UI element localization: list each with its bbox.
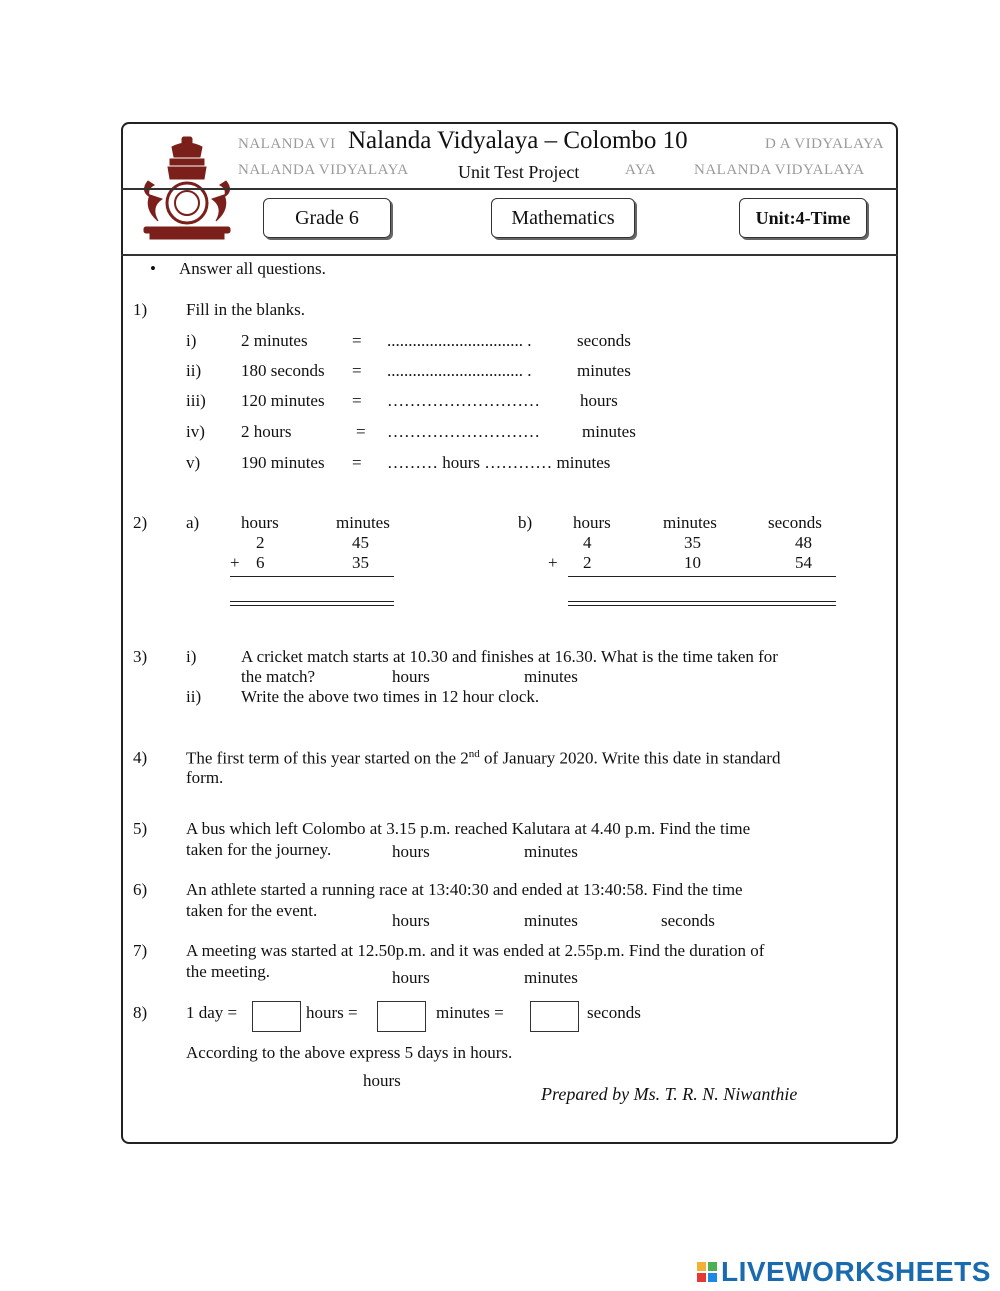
question-number: 8) <box>133 1003 148 1022</box>
sum-line <box>568 576 836 577</box>
answer-unit-hours[interactable]: hours <box>363 1071 401 1090</box>
q8-hours-eq: hours = <box>306 1003 358 1022</box>
watermark-text: NALANDA VIDYALAYA <box>238 162 409 178</box>
answer-unit-seconds[interactable]: seconds <box>661 911 715 930</box>
question-text: taken for the journey. <box>186 840 332 859</box>
answer-unit-hours[interactable]: hours <box>392 968 430 987</box>
answer-box-seconds[interactable] <box>530 1001 579 1032</box>
answer-box-minutes[interactable] <box>377 1001 426 1032</box>
column-header: seconds <box>768 513 822 532</box>
question-text: the meeting. <box>186 962 271 981</box>
q4-text-part: of January 2020. Write this date in standard <box>479 748 781 768</box>
sub-label: i) <box>186 647 197 666</box>
q8-seconds: seconds <box>587 1003 641 1022</box>
item-lhs: 190 minutes <box>241 453 325 472</box>
q2b-value: 35 <box>684 533 701 552</box>
q2a-value: 2 <box>256 533 265 552</box>
q1-title: Fill in the blanks. <box>186 300 305 319</box>
q2b-value: 10 <box>684 553 701 572</box>
answer-blank[interactable]: ................................ . <box>387 361 532 380</box>
column-header: minutes <box>663 513 717 532</box>
q2b-value: 54 <box>795 553 812 572</box>
watermark-text: AYA <box>625 162 656 178</box>
q2a-value: 35 <box>352 553 369 572</box>
project-subtitle: Unit Test Project <box>458 162 580 182</box>
q2a-label: a) <box>186 513 200 532</box>
column-header: minutes <box>336 513 390 532</box>
equals-sign: = <box>352 331 362 350</box>
answer-unit-hours[interactable]: hours <box>392 842 430 861</box>
question-text: Write the above two times in 12 hour clock. <box>241 687 540 706</box>
item-lhs: 2 minutes <box>241 331 308 350</box>
equals-sign: = <box>352 391 362 410</box>
question-text: A cricket match starts at 10.30 and finishes at 16.30. What is the time taken for <box>241 647 778 666</box>
watermark-text: NALANDA VI <box>238 136 336 152</box>
question-text: A bus which left Colombo at 3.15 p.m. reached Kalutara at 4.40 p.m. Find the time <box>186 819 751 838</box>
item-lhs: 180 seconds <box>241 361 325 380</box>
question-number: 2) <box>133 513 148 532</box>
question-number: 5) <box>133 819 148 838</box>
plus-sign: + <box>548 553 558 572</box>
subject-box <box>491 198 635 238</box>
answer-unit-hours[interactable]: hours <box>392 911 430 930</box>
q2a-value: 45 <box>352 533 369 552</box>
q2b-label: b) <box>518 513 533 532</box>
bullet: • <box>150 259 156 278</box>
question-number: 4) <box>133 748 148 767</box>
answer-double-line[interactable] <box>230 601 394 606</box>
question-text: According to the above express 5 days in hours. <box>186 1043 513 1062</box>
answer-unit-minutes[interactable]: minutes <box>524 667 578 686</box>
answer-blank[interactable]: ……………………… <box>387 422 540 441</box>
sum-line <box>230 576 394 577</box>
answer-blank[interactable]: ................................ . <box>387 331 532 350</box>
item-label: ii) <box>186 361 202 380</box>
answer-blank[interactable]: ……………………… <box>387 391 540 410</box>
q2b-value: 48 <box>795 533 812 552</box>
q2a-value: 6 <box>256 553 265 572</box>
item-unit: minutes <box>582 422 636 441</box>
brand-name: LIVEWORKSHEETS <box>721 1256 991 1287</box>
question-number: 3) <box>133 647 148 666</box>
ordinal-suffix: nd <box>468 748 480 760</box>
liveworksheets-logo <box>697 1256 991 1288</box>
watermark-text: NALANDA VIDYALAYA <box>694 162 865 178</box>
subject-label: Mathematics <box>511 206 615 229</box>
watermark-text: D A VIDYALAYA <box>765 136 885 152</box>
brand-cubes-icon <box>697 1262 717 1282</box>
answer-unit-minutes[interactable]: minutes <box>524 968 578 987</box>
q8-minutes-eq: minutes = <box>436 1003 504 1022</box>
question-text: form. <box>186 768 224 787</box>
equals-sign: = <box>352 361 362 380</box>
item-label: i) <box>186 331 197 350</box>
q4-text-part: The first term of this year started on the 2 <box>186 748 469 768</box>
item-unit: minutes <box>577 361 631 380</box>
equals-sign: = <box>352 453 362 472</box>
question-text: An athlete started a running race at 13:40:30 and ended at 13:40:58. Find the time <box>186 880 743 899</box>
q2b-value: 2 <box>583 553 592 572</box>
item-lhs: 2 hours <box>241 422 292 441</box>
question-number: 6) <box>133 880 148 899</box>
question-text: the match? <box>241 667 316 686</box>
q2b-value: 4 <box>583 533 592 552</box>
plus-sign: + <box>230 553 240 572</box>
header-divider <box>121 188 898 190</box>
answer-unit-hours[interactable]: hours <box>392 667 430 686</box>
prepared-by: Prepared by Ms. T. R. N. Niwanthie <box>541 1084 798 1104</box>
unit-box <box>739 198 867 238</box>
instruction: Answer all questions. <box>179 259 326 278</box>
answer-unit-minutes[interactable]: minutes <box>524 842 578 861</box>
item-unit: hours <box>580 391 618 410</box>
question-text: taken for the event. <box>186 901 318 920</box>
item-lhs: 120 minutes <box>241 391 325 410</box>
question-text: A meeting was started at 12.50p.m. and it was ended at 2.55p.m. Find the duration of <box>186 941 765 960</box>
q8-day: 1 day = <box>186 1003 238 1022</box>
item-label: iii) <box>186 391 206 410</box>
answer-double-line[interactable] <box>568 601 836 606</box>
sub-label: ii) <box>186 687 202 706</box>
header-bottom-divider <box>121 254 898 256</box>
equals-sign: = <box>356 422 366 441</box>
grade-box <box>263 198 391 238</box>
answer-blank[interactable]: ……… hours ………… minutes <box>387 453 611 472</box>
question-number: 1) <box>133 300 148 319</box>
item-unit: seconds <box>577 331 631 350</box>
unit-label: Unit:4-Time <box>755 207 851 228</box>
question-number: 7) <box>133 941 148 960</box>
question-text <box>186 749 780 767</box>
item-label: iv) <box>186 422 205 441</box>
school-name: Nalanda Vidyalaya – Colombo 10 <box>348 127 688 154</box>
grade-label: Grade 6 <box>295 206 359 229</box>
answer-unit-minutes[interactable]: minutes <box>524 911 578 930</box>
column-header: hours <box>241 513 279 532</box>
answer-box-hours[interactable] <box>252 1001 301 1032</box>
item-label: v) <box>186 453 201 472</box>
column-header: hours <box>573 513 611 532</box>
